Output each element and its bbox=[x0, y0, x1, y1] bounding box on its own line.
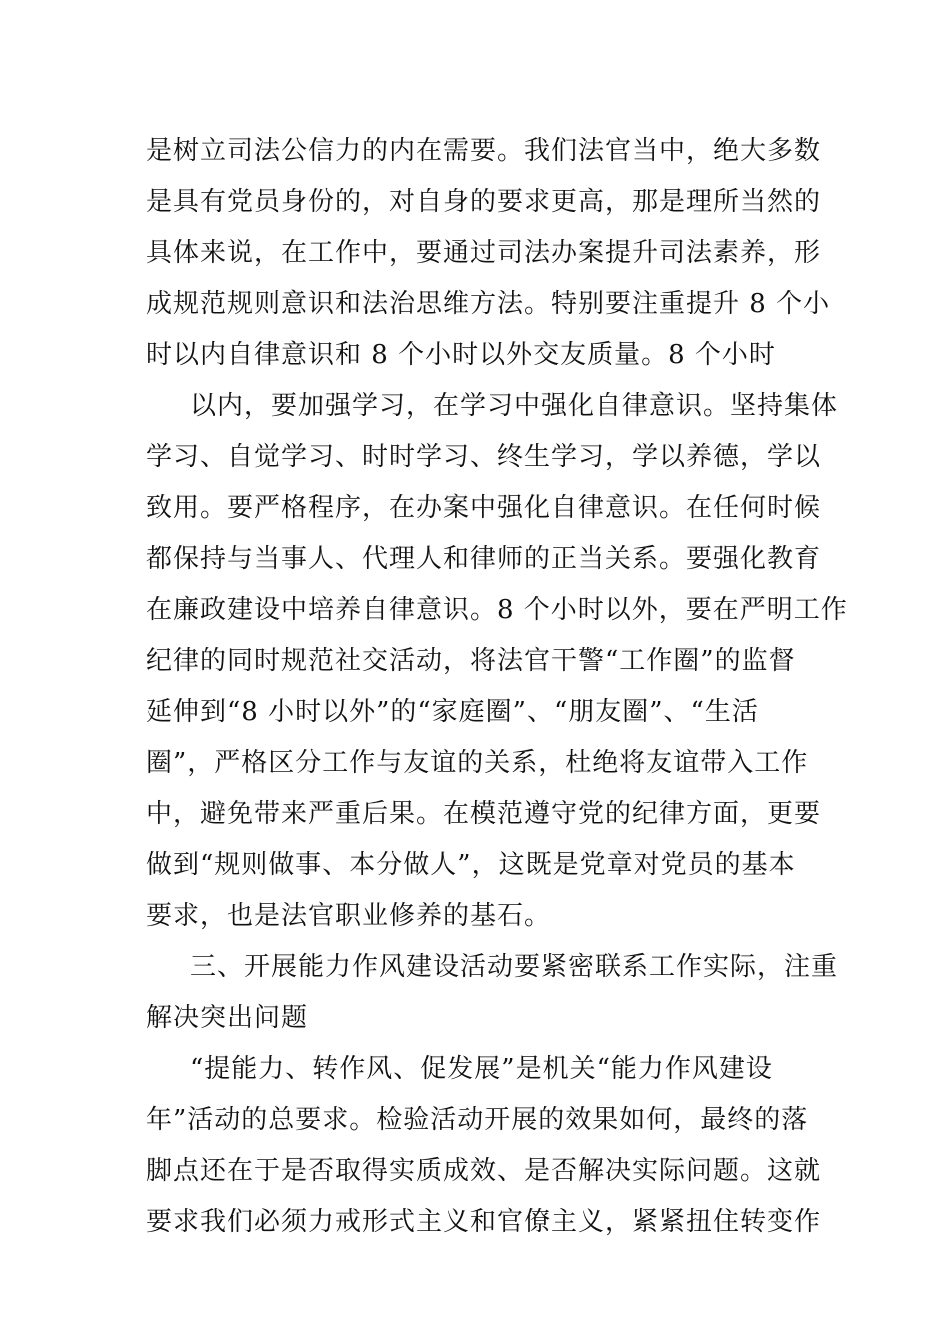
text-line: 是树立司法公信力的内在需要。我们法官当中，绝大多数 bbox=[146, 136, 822, 166]
text-line: 纪律的同时规范社交活动，将法官干警“工作圈”的监督 bbox=[146, 646, 796, 676]
text-line: 以内，要加强学习，在学习中强化自律意识。坚持集体 bbox=[190, 391, 839, 421]
section-heading: 三、开展能力作风建设活动要紧密联系工作实际，注重 bbox=[190, 952, 839, 982]
text-line: 学习、自觉学习、时时学习、终生学习，学以养德，学以 bbox=[146, 442, 822, 472]
text-line: 圈”，严格区分工作与友谊的关系，杜绝将友谊带入工作 bbox=[146, 748, 809, 778]
text-line: 在廉政建设中培养自律意识。8 个小时以外，要在严明工作 bbox=[146, 595, 848, 625]
text-line: “提能力、转作风、促发展”是机关“能力作风建设 bbox=[190, 1054, 773, 1084]
text-line: 中，避免带来严重后果。在模范遵守党的纪律方面，更要 bbox=[146, 799, 822, 829]
body-text bbox=[146, 126, 848, 1248]
text-line: 脚点还在于是否取得实质成效、是否解决实际问题。这就 bbox=[146, 1156, 822, 1186]
text-line: 延伸到“8 小时以外”的“家庭圈”、“朋友圈”、“生活 bbox=[146, 697, 759, 727]
text-line: 要求，也是法官职业修养的基石。 bbox=[146, 901, 552, 931]
text-line: 都保持与当事人、代理人和律师的正当关系。要强化教育 bbox=[146, 544, 822, 574]
text-line: 做到“规则做事、本分做人”，这既是党章对党员的基本 bbox=[146, 850, 796, 880]
text-line: 年”活动的总要求。检验活动开展的效果如何，最终的落 bbox=[146, 1105, 809, 1135]
text-line: 成规范规则意识和法治思维方法。特别要注重提升 8 个小 bbox=[146, 289, 831, 319]
text-line: 具体来说，在工作中，要通过司法办案提升司法素养，形 bbox=[146, 238, 822, 268]
text-line: 致用。要严格程序，在办案中强化自律意识。在任何时候 bbox=[146, 493, 822, 523]
text-line: 是具有党员身份的，对自身的要求更高，那是理所当然的 bbox=[146, 187, 822, 217]
section-heading: 解决突出问题 bbox=[146, 1003, 309, 1033]
text-line: 时以内自律意识和 8 个小时以外交友质量。8 个小时 bbox=[146, 340, 776, 370]
text-line: 要求我们必须力戒形式主义和官僚主义，紧紧扭住转变作 bbox=[146, 1207, 822, 1237]
